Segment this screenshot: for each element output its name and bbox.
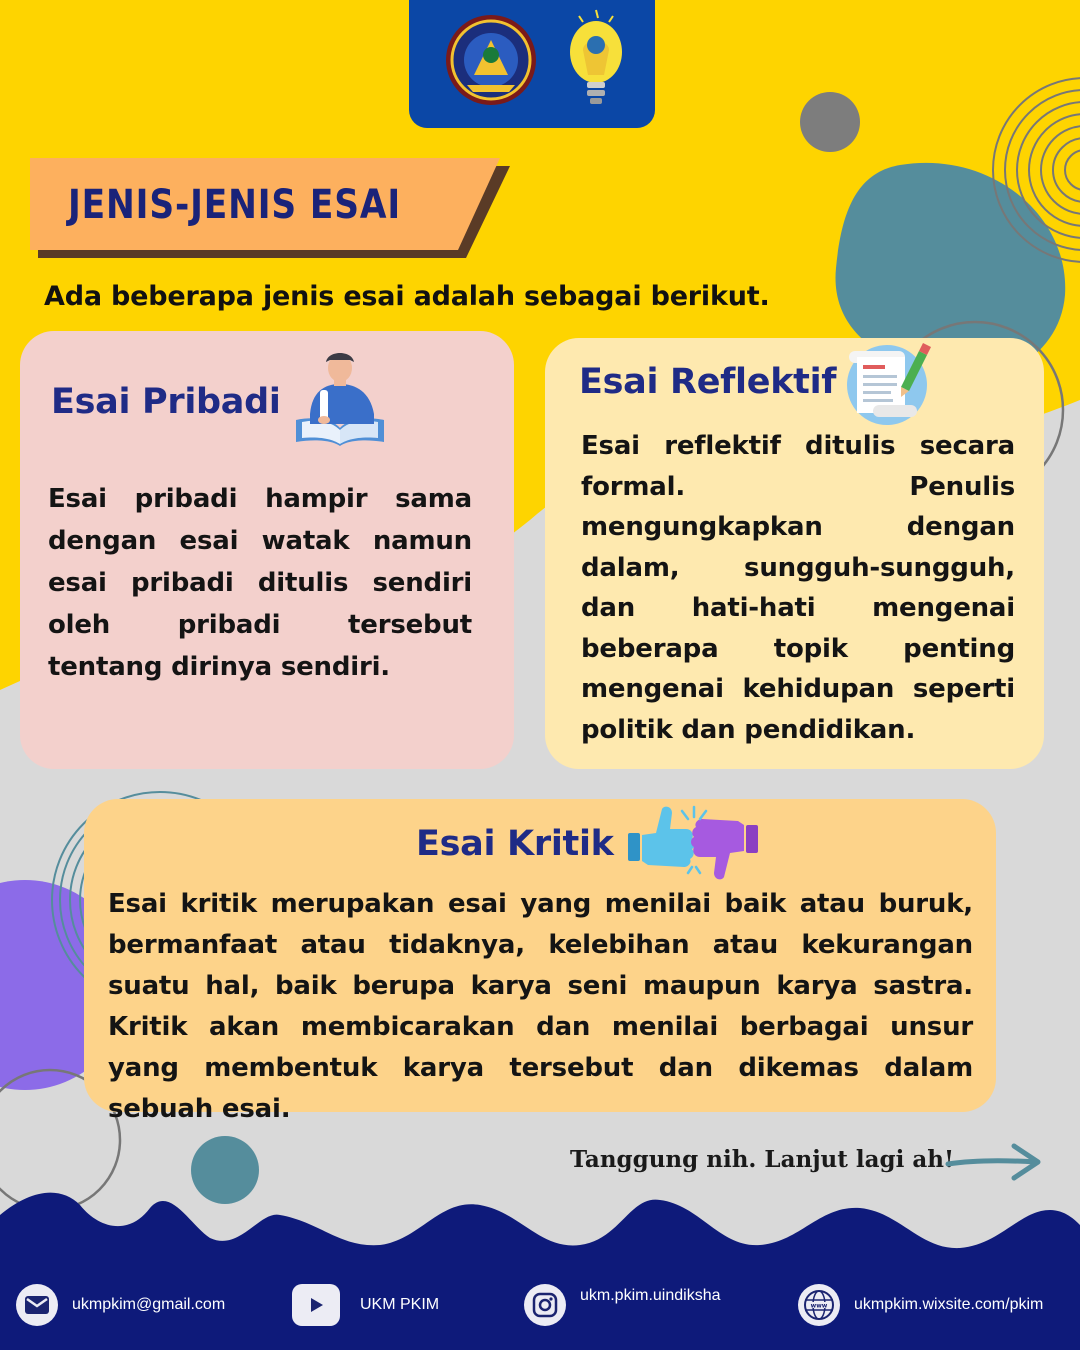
footer-website-label: ukmpkim.wixsite.com/pkim: [854, 1296, 1044, 1313]
lightbulb-logo-icon: [570, 10, 622, 104]
arrow-right-icon[interactable]: [944, 1140, 1044, 1184]
card-pribadi-body: Esai pribadi hampir sama dengan esai watak namun esai pribadi ditulis sendiri oleh pribadi tersebut tentang dirinya sendiri.: [48, 484, 472, 682]
footer-instagram-label: ukm.pkim.uindiksha: [580, 1287, 721, 1304]
instagram-icon: [524, 1284, 566, 1326]
globe-icon: [798, 1284, 840, 1326]
svg-text:www: www: [810, 1302, 828, 1310]
university-seal-icon: [446, 15, 536, 105]
thumbs-up-down-icon: [626, 803, 760, 883]
mail-icon: [16, 1284, 58, 1326]
footer-website[interactable]: [798, 1284, 1043, 1326]
footer-instagram[interactable]: [524, 1284, 721, 1326]
next-page-prompt: Tanggung nih. Lanjut lagi ah!: [570, 1146, 955, 1173]
card-kritik-title: Esai Kritik: [416, 824, 614, 864]
footer-email[interactable]: [16, 1284, 225, 1326]
teal-dot: [191, 1136, 259, 1204]
footer-youtube[interactable]: [292, 1284, 439, 1326]
footer-email-label: ukmpkim@gmail.com: [72, 1296, 226, 1313]
youtube-icon: [292, 1284, 340, 1326]
intro-text: Ada beberapa jenis esai adalah sebagai berikut.: [44, 281, 770, 312]
card-kritik-body: Esai kritik merupakan esai yang menilai baik atau buruk, bermanfaat atau tidaknya, kelebihan atau kekurangan suatu hal, baik berupa karya seni maupun karya sastra. Kritik akan membicarakan dan menilai berbagai unsur yang membentuk karya tersebut dan dikemas dalam sebuah esai.: [108, 889, 973, 1124]
grey-dot: [800, 92, 860, 152]
footer-youtube-label: UKM PKIM: [360, 1296, 440, 1313]
logos: [409, 0, 655, 128]
page-title: JENIS-JENIS ESAI: [68, 182, 402, 228]
logo-tab: [409, 0, 655, 128]
card-reflektif-title: Esai Reflektif: [579, 362, 837, 402]
document-pencil-icon: [843, 343, 931, 425]
thumbs-down-icon: [691, 819, 758, 879]
card-pribadi-title: Esai Pribadi: [51, 382, 281, 422]
person-reading-icon: [290, 350, 390, 448]
card-reflektif-body: Esai reflektif ditulis secara formal. Penulis mengungkapkan dengan dalam, sungguh-sungguh, dan hati-hati mengenai beberapa topik penting mengenai kehidupan seperti politik dan pendidikan.: [581, 431, 1015, 745]
